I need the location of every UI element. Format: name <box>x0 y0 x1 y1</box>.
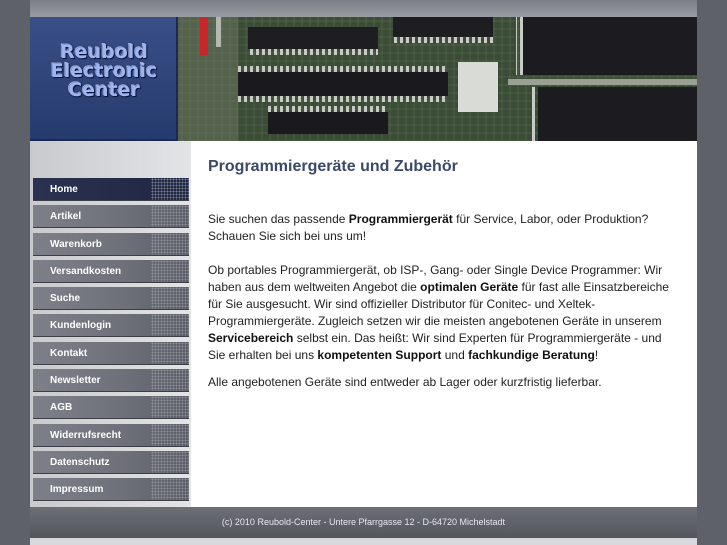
nav-item-kundenlogin[interactable]: Kundenlogin <box>33 314 189 337</box>
nav-item-suche[interactable]: Suche <box>33 287 189 310</box>
nav-item-home[interactable]: Home <box>33 178 189 201</box>
circuit-board-banner <box>178 17 697 141</box>
body-text: für fast alle Einsatzbereiche für Sie ausgesucht. Wir sind offizieller Distributor für Conitec- und Xeltek-Programmiergeräte. Zugleich setzen wir die meisten angebotenen Geräte in unserem <box>208 280 669 328</box>
main-content <box>191 141 697 507</box>
nav-item-warenkorb[interactable]: Warenkorb <box>33 233 189 256</box>
nav-item-agb[interactable]: AGB <box>33 396 189 419</box>
nav-item-impressum[interactable]: Impressum <box>33 478 189 501</box>
logo-line-1: Reubold <box>60 41 148 63</box>
page-title: Programmiergeräte und Zubehör <box>208 158 458 175</box>
emphasis-text: Programmiergerät <box>348 212 453 226</box>
nav-item-versandkosten[interactable]: Versandkosten <box>33 260 189 283</box>
logo-text <box>36 43 172 100</box>
body-text: Alle angebotenen Geräte sind entweder ab Lager oder kurzfristig lieferbar. <box>208 375 602 389</box>
intro-paragraph <box>208 211 678 245</box>
main-nav <box>33 178 189 506</box>
emphasis-text: optimalen Geräte <box>420 280 519 294</box>
emphasis-text: fachkundige Beratung <box>468 348 595 362</box>
emphasis-text: Servicebereich <box>208 331 294 345</box>
site-logo[interactable] <box>30 17 178 141</box>
body-text: Sie suchen das passende <box>208 212 349 226</box>
body-text: Ob portables Programmiergerät, ob ISP-, Gang- oder Single Device Programmer: Wir haben aus dem weltweiten Angebot die <box>208 263 663 294</box>
nav-item-artikel[interactable]: Artikel <box>33 205 189 228</box>
circuit-board-image <box>178 17 697 141</box>
availability-paragraph <box>208 374 678 391</box>
description-paragraph <box>208 262 678 364</box>
body-text: selbst ein. Das heißt: Wir sind Experten für Programmiergeräte - und Sie erhalten bei uns <box>208 331 662 362</box>
emphasis-text: kompetenten Support <box>317 348 442 362</box>
body-text: für Service, Labor, oder Produktion? Schauen Sie sich bei uns um! <box>208 212 649 243</box>
footer: (c) 2010 Reubold-Center - Untere Pfarrgasse 12 - D-64720 Michelstadt <box>30 507 697 538</box>
body-text: ! <box>594 348 599 362</box>
nav-item-widerrufsrecht[interactable]: Widerrufsrecht <box>33 424 189 447</box>
logo-line-3: Center <box>68 79 140 101</box>
page <box>30 0 697 545</box>
top-bar <box>30 0 697 17</box>
body-text: und <box>441 348 469 362</box>
nav-item-newsletter[interactable]: Newsletter <box>33 369 189 392</box>
logo-line-2: Electronic <box>50 60 158 82</box>
nav-item-kontakt[interactable]: Kontakt <box>33 342 189 365</box>
nav-item-datenschutz[interactable]: Datenschutz <box>33 451 189 474</box>
bottom-bar <box>30 538 697 545</box>
